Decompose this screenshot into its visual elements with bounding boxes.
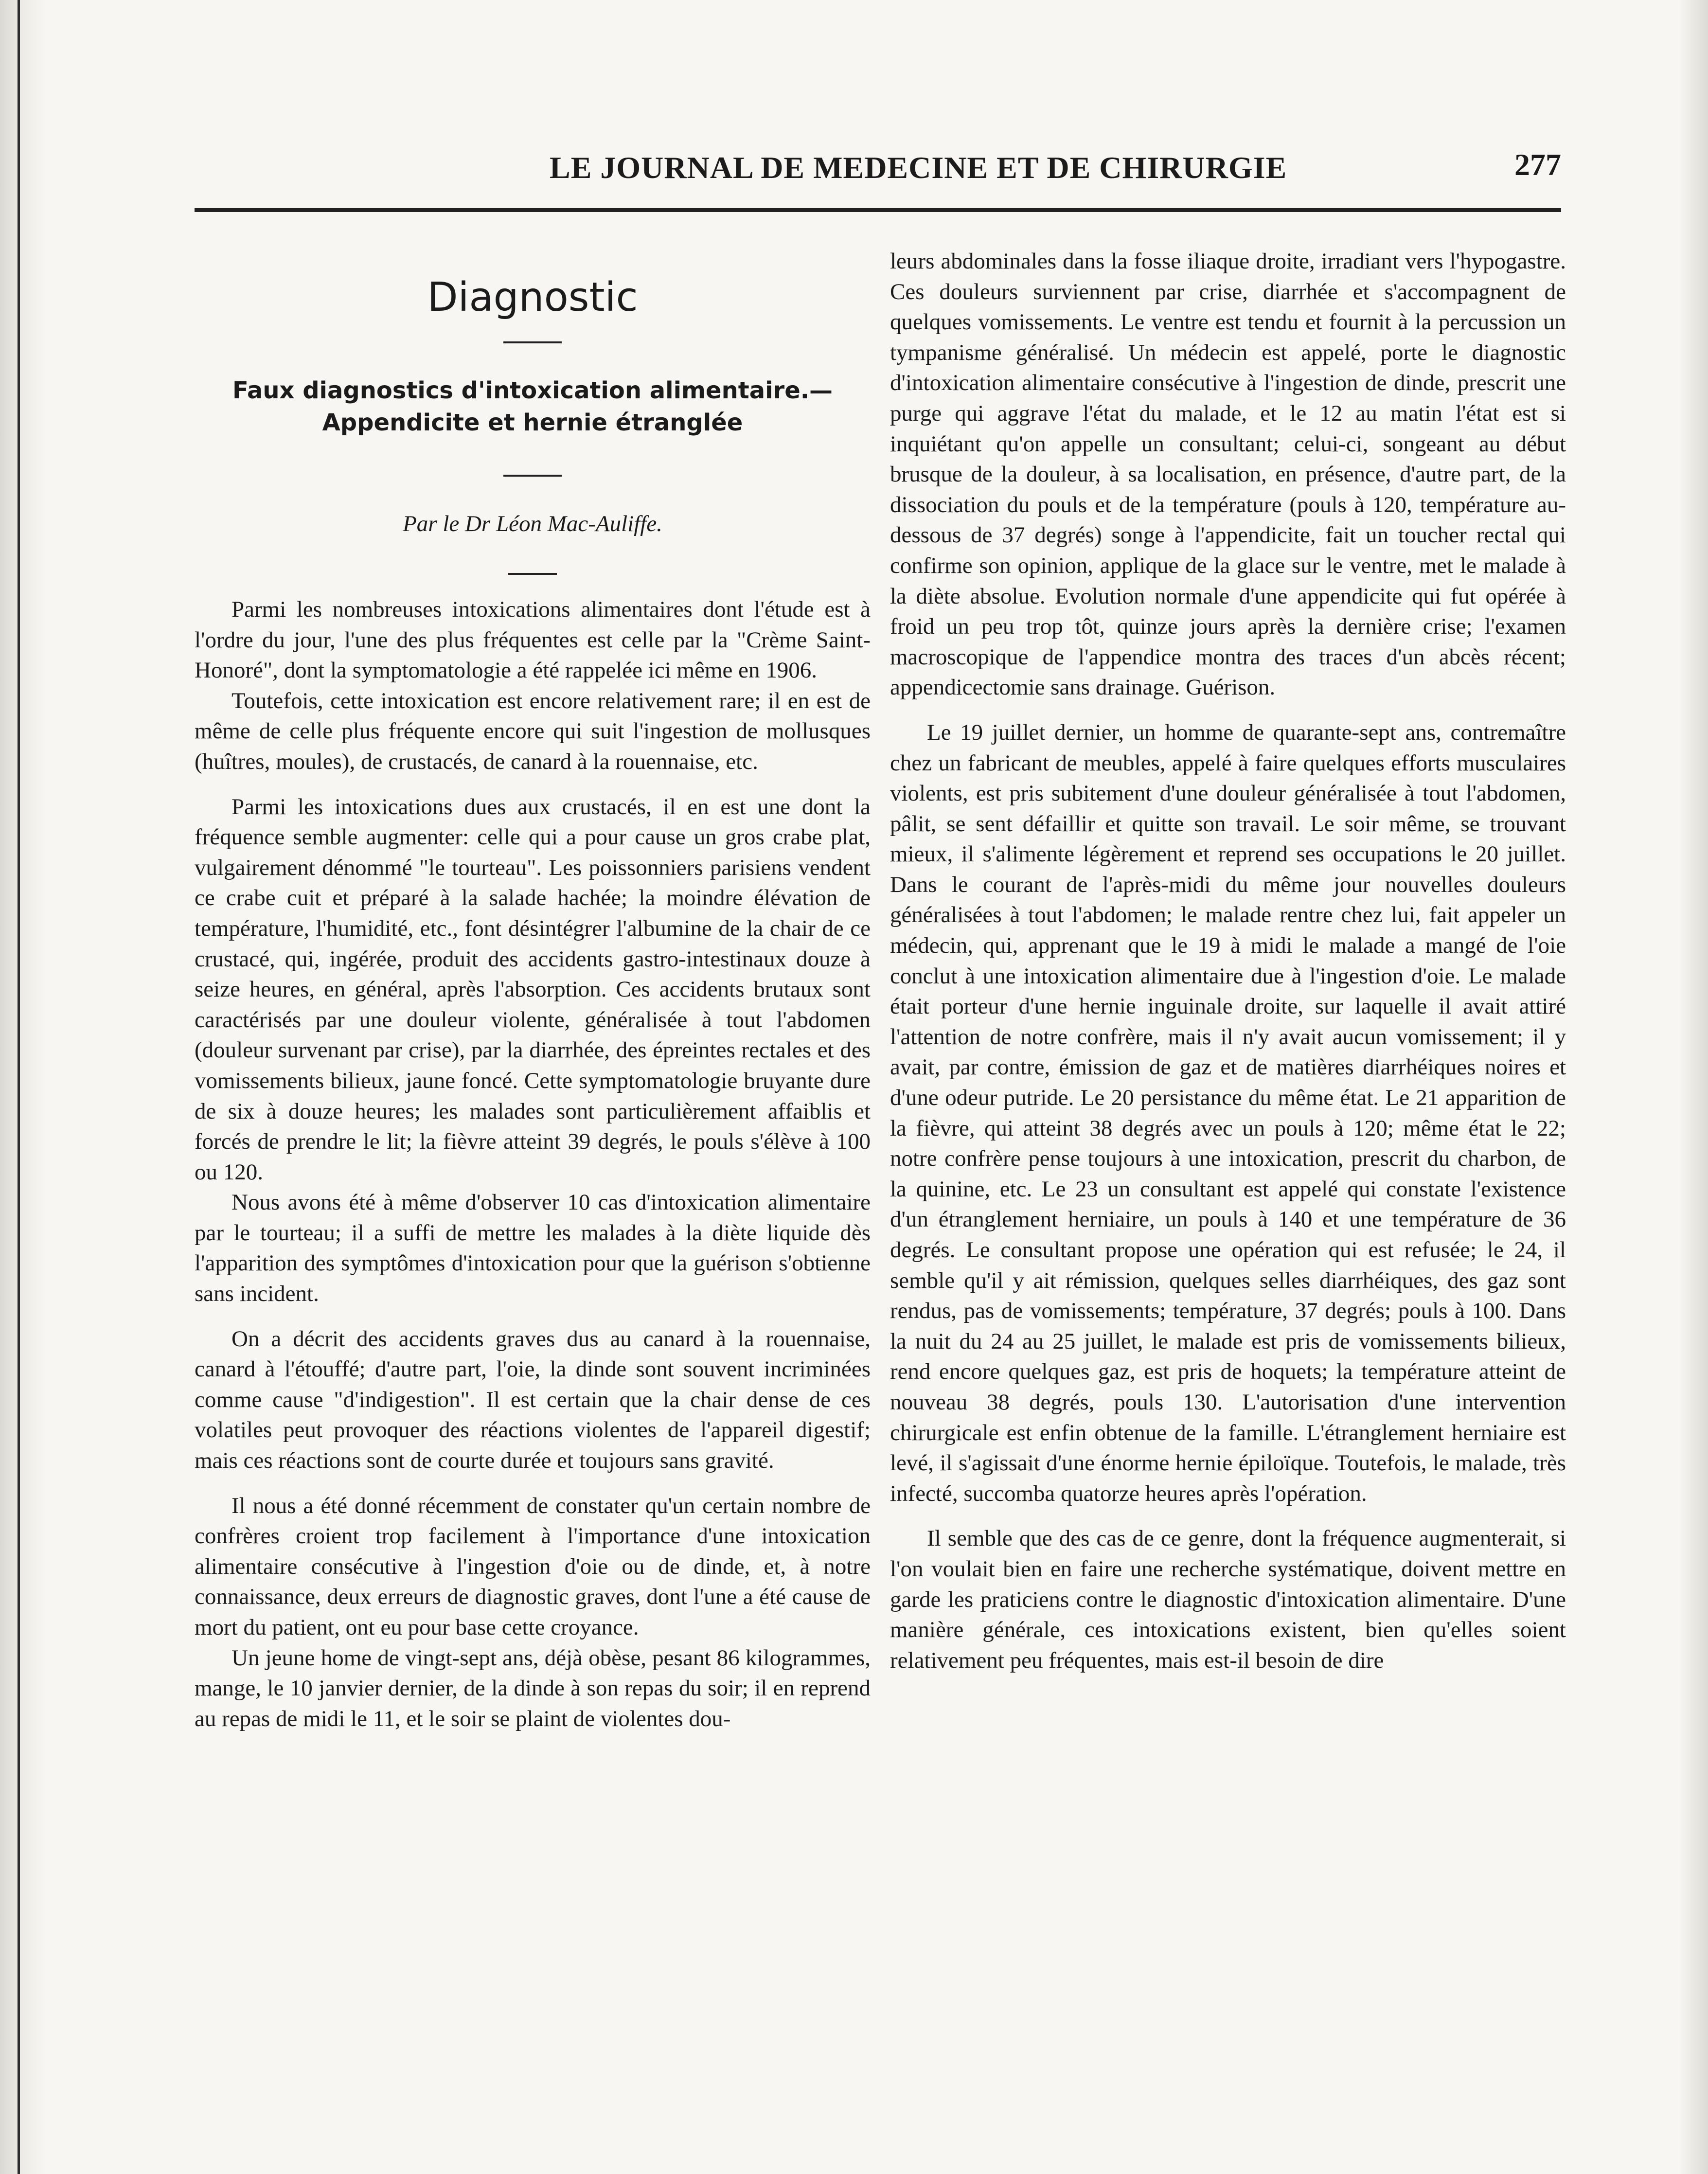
- paragraph: Nous avons été à même d'observer 10 cas d'intoxication alimentaire par le tourteau; il a suffi de mettre les malades à la diète liquide dès l'apparition des symptômes d'intoxication pour que la guérison s'obtienne sans incident.: [195, 1190, 871, 1307]
- scan-shadow-right: [1679, 0, 1708, 2174]
- paragraph: Le 19 juillet dernier, un homme de quarante-sept ans, contremaître chez un fabricant de meubles, appelé à faire quelques efforts musculaires violents, est pris subitement d'une douleur généralisée à tout l'abdomen, pâlit, se sent défaillir et quitte son travail. Le soir même, se trouvant mieux, il s'alimente légèrement et reprend ses occupations le 20 juillet. Dans le courant de l'après-midi du même jour nouvelles douleurs généralisées à tout l'abdomen; le malade rentre chez lui, fait appeler un médecin, qui, apprenant que le 19 à midi le malade a mangé de l'oie conclut à une intoxication alimentaire due à l'ingestion d'oie. Le malade était porteur d'une hernie inguinale droite, sur laquelle il avait attiré l'attention de notre confrère, mais il n'y avait aucun vomissement; il y avait, par contre, émission de gaz et de matières diarrhéiques noires et d'une odeur putride. Le 20 persistance du même état. Le 21 apparition de la fièvre, qui atteint 38 degrés avec un pouls à 120; même état le 22; notre confrère pense toujours à une intoxication, prescrit du charbon, de la quinine, etc. Le 23 un consultant est appelé qui constate l'existence d'un étranglement herniaire, un pouls à 140 et une température de 36 degrés. Le consultant propose une opération qui est refusée; le 24, il semble qu'il y ait rémission, quelques selles diarrhéiques, des gaz sont rendus, pas de vomissements; température, 37 degrés; pouls à 100. Dans la nuit du 24 au 25 juillet, le malade est pris de vomissements bilieux, rend encore quelques gaz, est pris de hoquets; la température atteint de nouveau 38 degrés, pouls 130. L'autorisation d'une intervention chirurgicale est enfin obtenue de la famille. L'étranglement herniaire est levé, il s'agissait d'une énorme hernie épiloïque. Toutefois, le malade, très infecté, succomba quatorze heures après l'opération.: [890, 719, 1566, 1506]
- paragraph: Parmi les intoxications dues aux crustacés, il en est une dont la fréquence semble augmenter: celle qui a pour cause un gros crabe plat, vulgairement dénommé "le tourteau". Les poissonniers parisiens vendent ce crabe cuit et préparé à la salade hachée; la moindre élévation de température, l'humidité, etc., font désintégrer l'albumine de la chair de ce crustacé, qui, ingérée, produit des accidents gastro-intestinaux douze à seize heures, en général, après l'absorption. Ces accidents brutaux sont caractérisés par une douleur violente, généralisée à tout l'abdomen (douleur survenant par crise), par la diarrhée, des épreintes rectales et des vomissements bilieux, jaune foncé. Cette symptomatologie bruyante dure de six à douze heures; les malades sont particulièrement affaiblis et forcés de prendre le lit; la fièvre atteint 39 degrés, le pouls s'élève à 100 ou 120.: [195, 794, 871, 1185]
- paragraph: On a décrit des accidents graves dus au canard à la rouennaise, canard à l'étouffé; d'autre part, l'oie, la dinde sont souvent incriminées comme cause "d'indigestion". Il est certain que la chair dense de ces volatiles peut provoquer des réactions violentes de l'appareil digestif; mais ces réactions sont de courte durée et toujours sans gravité.: [195, 1326, 871, 1474]
- paragraph: Parmi les nombreuses intoxications alimentaires dont l'étude est à l'ordre du jour, l'une des plus fréquentes est celle par la "Crème Saint-Honoré", dont la symptomatologie a été rappelée ici même en 1906.: [195, 597, 871, 683]
- article-title-line-1: Faux diagnostics d'intoxication alimentaire.—: [232, 377, 833, 404]
- byline-divider-top: [503, 475, 562, 477]
- paragraph: Un jeune home de vingt-sept ans, déjà obèse, pesant 86 kilogrammes, mange, le 10 janvier dernier, de la dinde à son repas du soir; il en reprend au repas de midi le 11, et le soir se plaint de violentes dou-: [195, 1645, 871, 1731]
- paragraph: leurs abdominales dans la fosse iliaque droite, irradiant vers l'hypogastre. Ces douleurs surviennent par crise, diarrhée et s'accompagnent de quelques vomissements. Le ventre est tendu et fournit à la percussion un tympanisme généralisé. Un médecin est appelé, porte le diagnostic d'intoxication alimentaire consécutive à l'ingestion de dinde, prescrit une purge qui aggrave l'état du malade, et le 12 au matin l'état est si inquiétant qu'on appelle un consultant; celui-ci, songeant au début brusque de la douleur, à sa localisation, en présence, d'autre part, de la dissociation du pouls et de la température (pouls à 120, température au-dessous de 37 degrés) songe à l'appendicite, fait un toucher rectal qui confirme son opinion, applique de la glace sur le ventre, met le malade à la diète absolue. Evolution normale d'une appendicite qui fut opérée à froid un peu trop tôt, quinze jours après la dernière crise; l'examen macroscopique de l'appendice montra des traces d'un abcès récent; appendicectomie sans drainage. Guérison.: [890, 249, 1566, 700]
- paragraph: Il semble que des cas de ce genre, dont la fréquence augmenterait, si l'on voulait bien en faire une recherche systématique, doivent mettre en garde les praticiens contre le diagnostic d'intoxication alimentaire. D'une manière générale, ces intoxications existent, bien qu'elles soient relativement peu fréquentes, mais est-il besoin de dire: [890, 1526, 1566, 1673]
- byline: Par le Dr Léon Mac-Auliffe.: [403, 511, 662, 536]
- right-column: [890, 246, 1566, 1675]
- journal-title: LE JOURNAL DE MEDECINE ET DE CHIRURGIE: [550, 150, 1287, 185]
- byline-divider-bottom: [508, 573, 557, 575]
- paragraph: Toutefois, cette intoxication est encore relativement rare; il en est de même de celle plus fréquente encore qui suit l'ingestion de mollusques (huîtres, moules), de crustacés, de canard à la rouennaise, etc.: [195, 688, 871, 774]
- scan-shadow-left: [0, 0, 46, 2174]
- article-title-line-2: Appendicite et hernie étranglée: [322, 409, 743, 436]
- article-title: [195, 374, 871, 439]
- header-rule: [195, 208, 1561, 212]
- left-column: [195, 243, 871, 1734]
- paragraph: Il nous a été donné récemment de constater qu'un certain nombre de confrères croient trop facilement à l'importance d'une intoxication alimentaire consécutive à l'ingestion d'oie ou de dinde, et, à notre connaissance, deux erreurs de diagnostic graves, dont l'une a été cause de mort du patient, ont eu pour base cette croyance.: [195, 1493, 871, 1640]
- section-title: Diagnostic: [427, 274, 638, 321]
- running-header: [195, 146, 1571, 190]
- page-number: 277: [1514, 147, 1561, 182]
- title-divider: [503, 341, 562, 343]
